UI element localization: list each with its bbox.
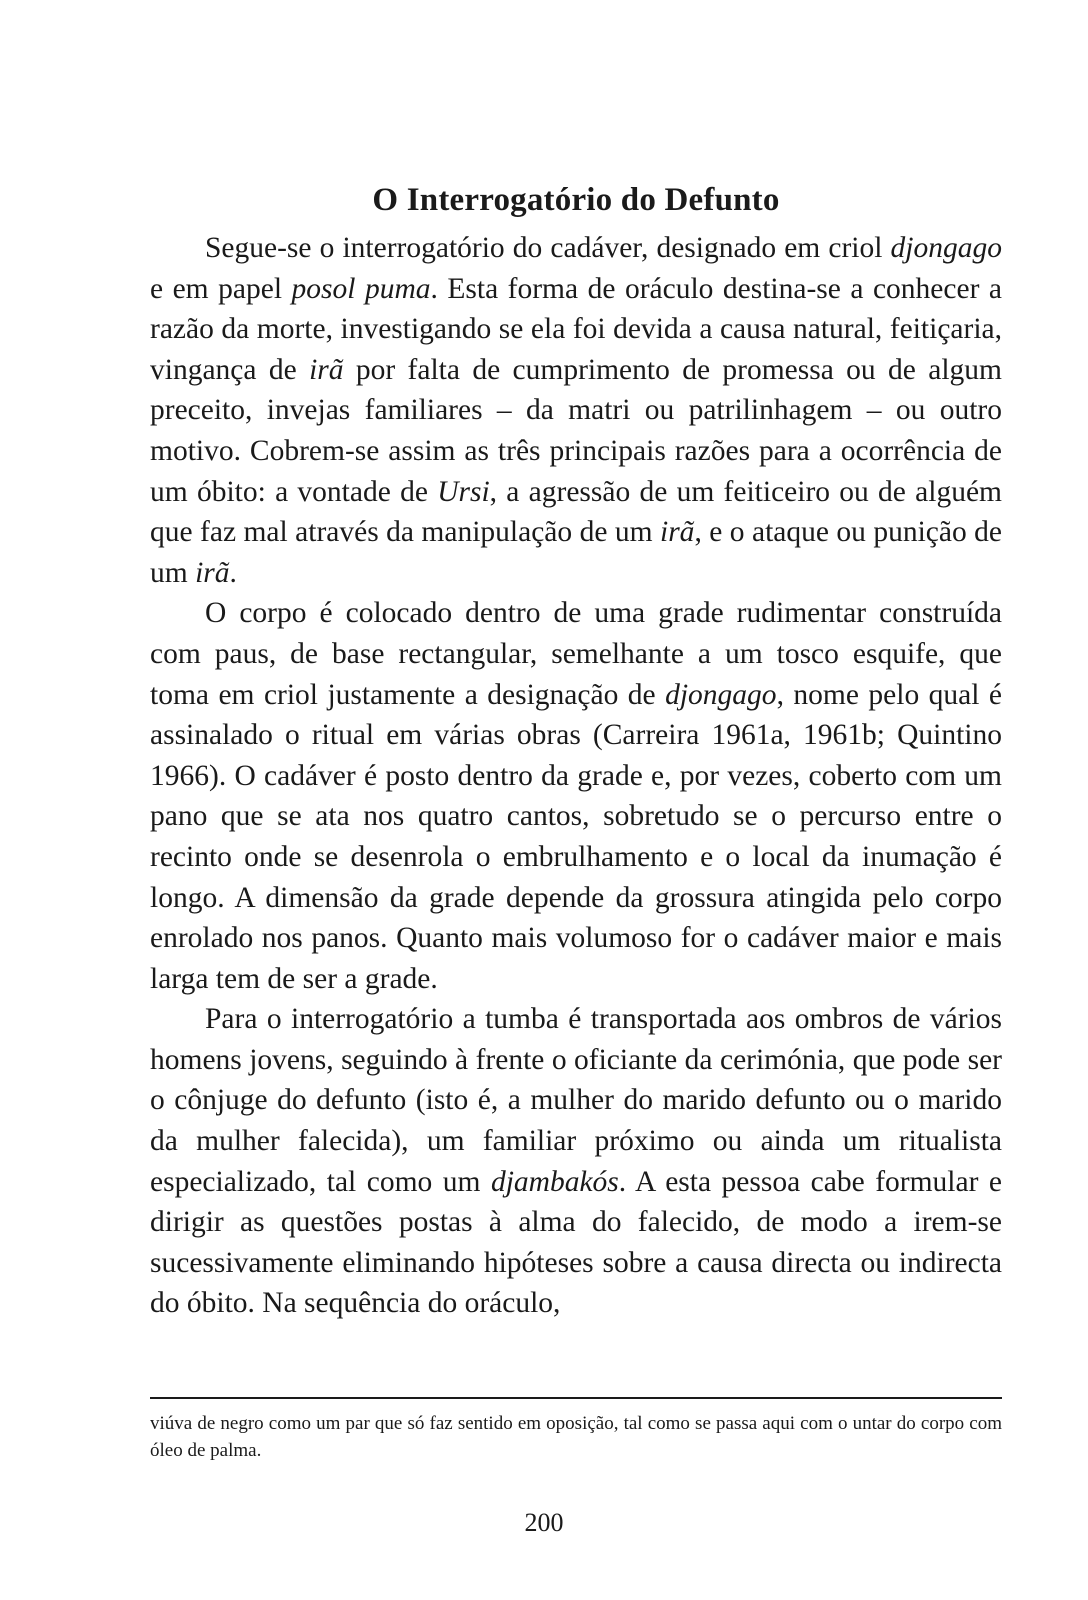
text-segment: , nome pelo qual é assinalado o ritual em várias obras (Carreira 1961a, 1961b; Quintino 1966). O cadáver é posto dentro da grade e, por vezes, coberto com um pano que se ata nos quatro cantos, sobretudo se o percurso entre o recinto onde se desenrola o embrulhamento e o local da inumação é longo. A dimensão da grade depende da grossura atingida pelo corpo enrolado nos panos. Quanto mais volumoso for o cadáver maior e mais larga tem de ser a grade. (150, 678, 1002, 995)
text-segment: . A esta pessoa cabe formular e dirigir as questões postas à alma do falecido, de modo a irem-se sucessivamente eliminando hipóteses sobre a causa directa ou indirecta do óbito. Na sequência do oráculo, (150, 1165, 1002, 1320)
page-number: 200 (524, 1508, 564, 1537)
text-segment: por falta de cumprimento de promessa ou de algum preceito, invejas familiares – da matri ou patrilinhagem – ou outro motivo. Cobrem-se assim as três principais razões para a ocorrência de um óbito: a vontade de (150, 353, 1002, 508)
paragraph (150, 999, 1002, 1324)
italic-term: irã (660, 516, 695, 549)
italic-term: irã (309, 353, 344, 386)
paragraph (150, 593, 1002, 999)
text-segment: Segue-se o interrogatório do cadáver, designado em criol (205, 232, 891, 264)
italic-term: djongago (665, 678, 777, 711)
text-segment: . (229, 556, 237, 589)
italic-term: Ursi (437, 475, 490, 508)
body-text (150, 228, 1002, 1324)
text-segment: e em papel (150, 272, 292, 305)
italic-term: irã (195, 556, 230, 589)
footnote-divider (150, 1397, 1002, 1399)
paragraph (150, 228, 1002, 593)
italic-term: djambakós (490, 1165, 619, 1198)
italic-term: djongago (890, 232, 1002, 264)
text-segment: Para o interrogatório a tumba é transportada aos ombros de vários homens jovens, seguindo à frente o oficiante da cerimónia, que pode ser o cônjuge do defunto (isto é, a mulher do marido defunto ou o marido da mulher falecida), um familiar próximo ou ainda um ritualista especializado, tal como um (150, 1003, 1002, 1198)
text-segment: O corpo é colocado dentro de uma grade rudimentar construída com paus, de base rectangular, semelhante a um tosco esquife, que toma em criol justamente a designação de (150, 597, 1002, 711)
chapter-title: O Interrogatório do Defunto (372, 182, 780, 219)
text-segment: . Esta forma de oráculo destina-se a conhecer a razão da morte, investigando se ela foi devida a causa natural, feitiçaria, vingança de (150, 272, 1002, 386)
text-segment: , a agressão de um feiticeiro ou de alguém que faz mal através da manipulação de um (150, 475, 1002, 549)
text-segment: , e o ataque ou punição de um (150, 516, 1003, 589)
italic-term: posol puma (291, 272, 431, 305)
footnote: viúva de negro como um par que só faz sentido em oposição, tal como se passa aqui com o untar do corpo com óleo de palma. (150, 1413, 1002, 1461)
